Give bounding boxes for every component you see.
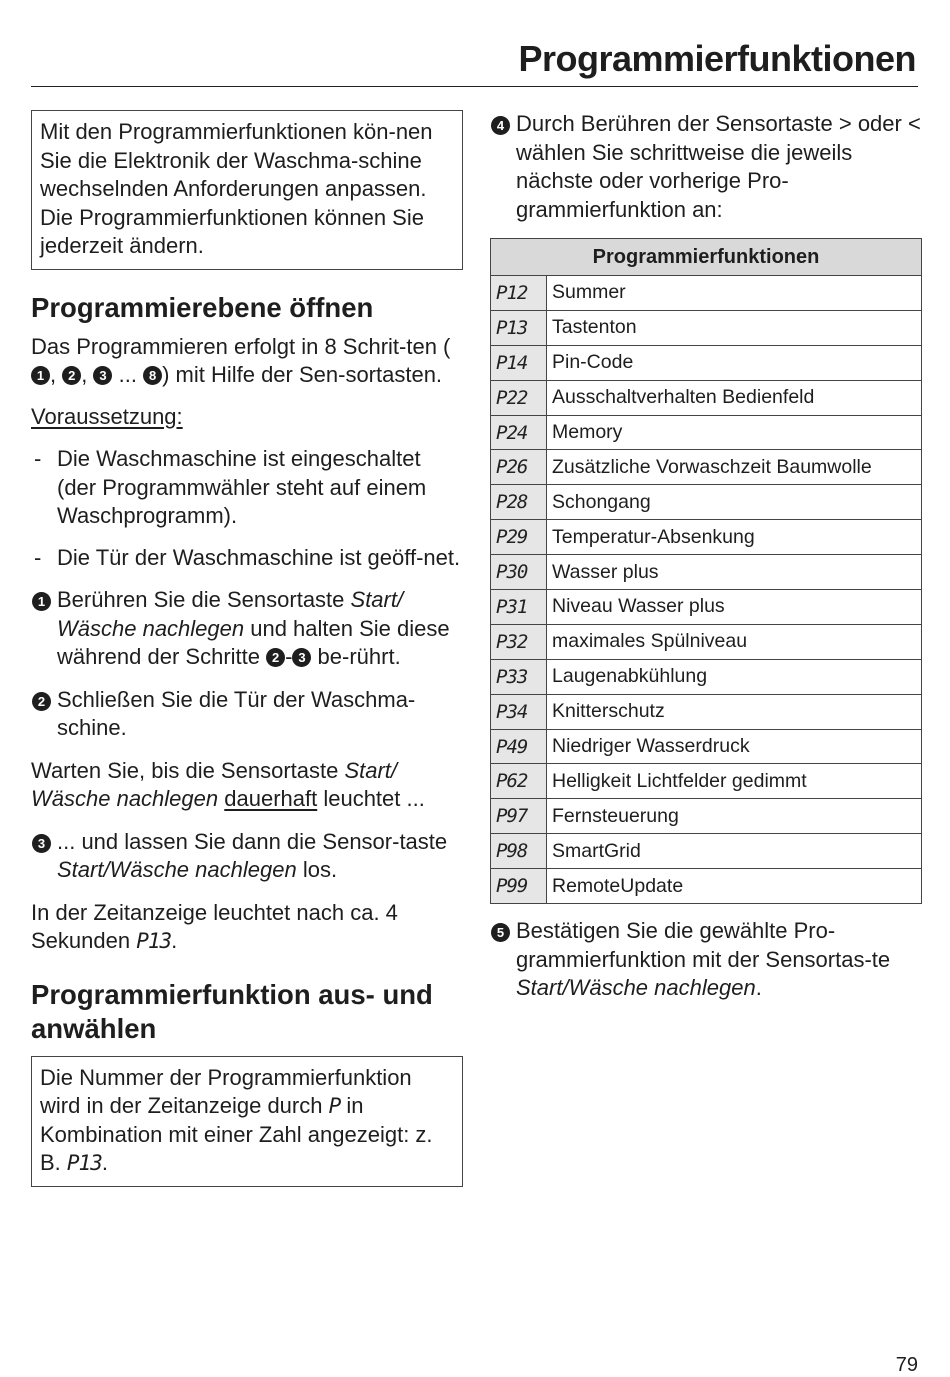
prerequisite-item: - Die Tür der Waschmaschine ist geöff-net. <box>34 544 461 570</box>
function-code: P24 <box>491 415 547 450</box>
function-name: Tastenton <box>547 310 922 345</box>
function-name: Temperatur-Absenkung <box>547 520 922 555</box>
info-box: Die Nummer der Programmierfunktion wird in der Zeitanzeige durch P in Kombination mit einer Zahl angezeigt: z. B. P13. <box>31 1056 463 1187</box>
function-name: Wasser plus <box>547 555 922 590</box>
table-row <box>491 590 922 625</box>
function-code: P32 <box>491 624 547 659</box>
function-name: Ausschaltverhalten Bedienfeld <box>547 380 922 415</box>
function-name: Niveau Wasser plus <box>547 590 922 625</box>
function-code: P97 <box>491 799 547 834</box>
function-code: P62 <box>491 764 547 799</box>
step-marker-1: 1 <box>31 366 50 385</box>
step-marker-2: 2 <box>62 366 81 385</box>
function-name: RemoteUpdate <box>547 869 922 904</box>
step-marker-8: 8 <box>143 366 162 385</box>
function-code: P33 <box>491 659 547 694</box>
left-column <box>31 110 463 1187</box>
section-intro: Das Programmieren erfolgt in 8 Schrit-ten (1 , 2 , 3 ... 8 ) mit Hilfe der Sen-sortasten. <box>31 333 451 387</box>
function-code: P29 <box>491 520 547 555</box>
table-row <box>491 764 922 799</box>
page-title: Programmierfunktionen <box>518 38 916 79</box>
lcd-code: P <box>328 1094 341 1118</box>
function-name: Zusätzliche Vorwaschzeit Baumwolle <box>547 450 922 485</box>
step-marker-3: 3 <box>93 366 112 385</box>
section-heading-open: Programmierebene öffnen <box>31 291 374 323</box>
table-header: Programmierfunktionen <box>491 239 922 276</box>
step-1: 1 Berühren Sie die Sensortaste Start/ Wäsche nachlegen und halten Sie diese während der Schritte 2 - 3 be-rührt. <box>31 586 463 672</box>
step-4: 4 Durch Berühren der Sensortaste > oder < wählen Sie schrittweise die jeweils nächste oder vorherige Pro-grammierfunktion an: <box>490 110 922 224</box>
prerequisite-label: Voraussetzung: <box>31 403 183 429</box>
table-row <box>491 415 922 450</box>
function-code: P26 <box>491 450 547 485</box>
section-heading-select: Programmierfunktion aus- und anwählen <box>31 978 433 1044</box>
table-row <box>491 345 922 380</box>
table-row <box>491 485 922 520</box>
table-row <box>491 694 922 729</box>
table-row <box>491 555 922 590</box>
table-row <box>491 520 922 555</box>
table-body <box>491 276 922 904</box>
function-name: Summer <box>547 276 922 311</box>
lcd-code: P13 <box>66 1151 102 1175</box>
function-code: P49 <box>491 729 547 764</box>
page-header <box>31 36 918 87</box>
intro-text: Mit den Programmierfunktionen kön-nen Sie die Elektronik der Waschma-schine wechselnden Anforderungen anpassen. Die Programmierfunktionen können Sie jederzeit ändern. <box>40 119 433 258</box>
program-functions-table <box>490 238 922 904</box>
function-name: Memory <box>547 415 922 450</box>
wait-text: Warten Sie, bis die Sensortaste Start/ Wäsche nachlegen dauerhaft leuchtet ... <box>31 757 425 811</box>
function-code: P34 <box>491 694 547 729</box>
display-text: In der Zeitanzeige leuchtet nach ca. 4 Sekunden P13. <box>31 899 398 953</box>
right-column <box>490 110 922 1003</box>
function-name: Pin-Code <box>547 345 922 380</box>
function-code: P13 <box>491 310 547 345</box>
function-code: P14 <box>491 345 547 380</box>
table-row <box>491 450 922 485</box>
function-code: P28 <box>491 485 547 520</box>
intro-box <box>31 110 463 270</box>
function-name: Helligkeit Lichtfelder gedimmt <box>547 764 922 799</box>
function-name: Niedriger Wasserdruck <box>547 729 922 764</box>
table-row <box>491 624 922 659</box>
table-row <box>491 310 922 345</box>
table-row <box>491 276 922 311</box>
function-name: Fernsteuerung <box>547 799 922 834</box>
prerequisite-item: - Die Waschmaschine ist eingeschaltet (der Programmwähler steht auf einem Waschprogramm). <box>34 446 427 528</box>
table-row <box>491 869 922 904</box>
table-row <box>491 729 922 764</box>
page-number: 79 <box>895 1354 918 1376</box>
function-code: P30 <box>491 555 547 590</box>
function-name: Schongang <box>547 485 922 520</box>
gt-symbol: > <box>838 111 852 136</box>
table-row <box>491 659 922 694</box>
function-code: P31 <box>491 590 547 625</box>
function-name: maximales Spülniveau <box>547 624 922 659</box>
step-2: 2 Schließen Sie die Tür der Waschma-schine. <box>31 686 463 743</box>
step-5: 5 Bestätigen Sie die gewählte Pro-grammierfunktion mit der Sensortas-te Start/Wäsche nachlegen. <box>490 917 922 1003</box>
function-name: Laugenabkühlung <box>547 659 922 694</box>
lcd-code: P13 <box>136 929 172 953</box>
table-row <box>491 799 922 834</box>
function-code: P99 <box>491 869 547 904</box>
lt-symbol: < <box>907 111 921 136</box>
table-row <box>491 834 922 869</box>
function-code: P98 <box>491 834 547 869</box>
function-code: P12 <box>491 276 547 311</box>
function-name: Knitterschutz <box>547 694 922 729</box>
table-row <box>491 380 922 415</box>
function-code: P22 <box>491 380 547 415</box>
function-name: SmartGrid <box>547 834 922 869</box>
step-3: 3 ... und lassen Sie dann die Sensor-taste Start/Wäsche nachlegen los. <box>31 828 463 885</box>
